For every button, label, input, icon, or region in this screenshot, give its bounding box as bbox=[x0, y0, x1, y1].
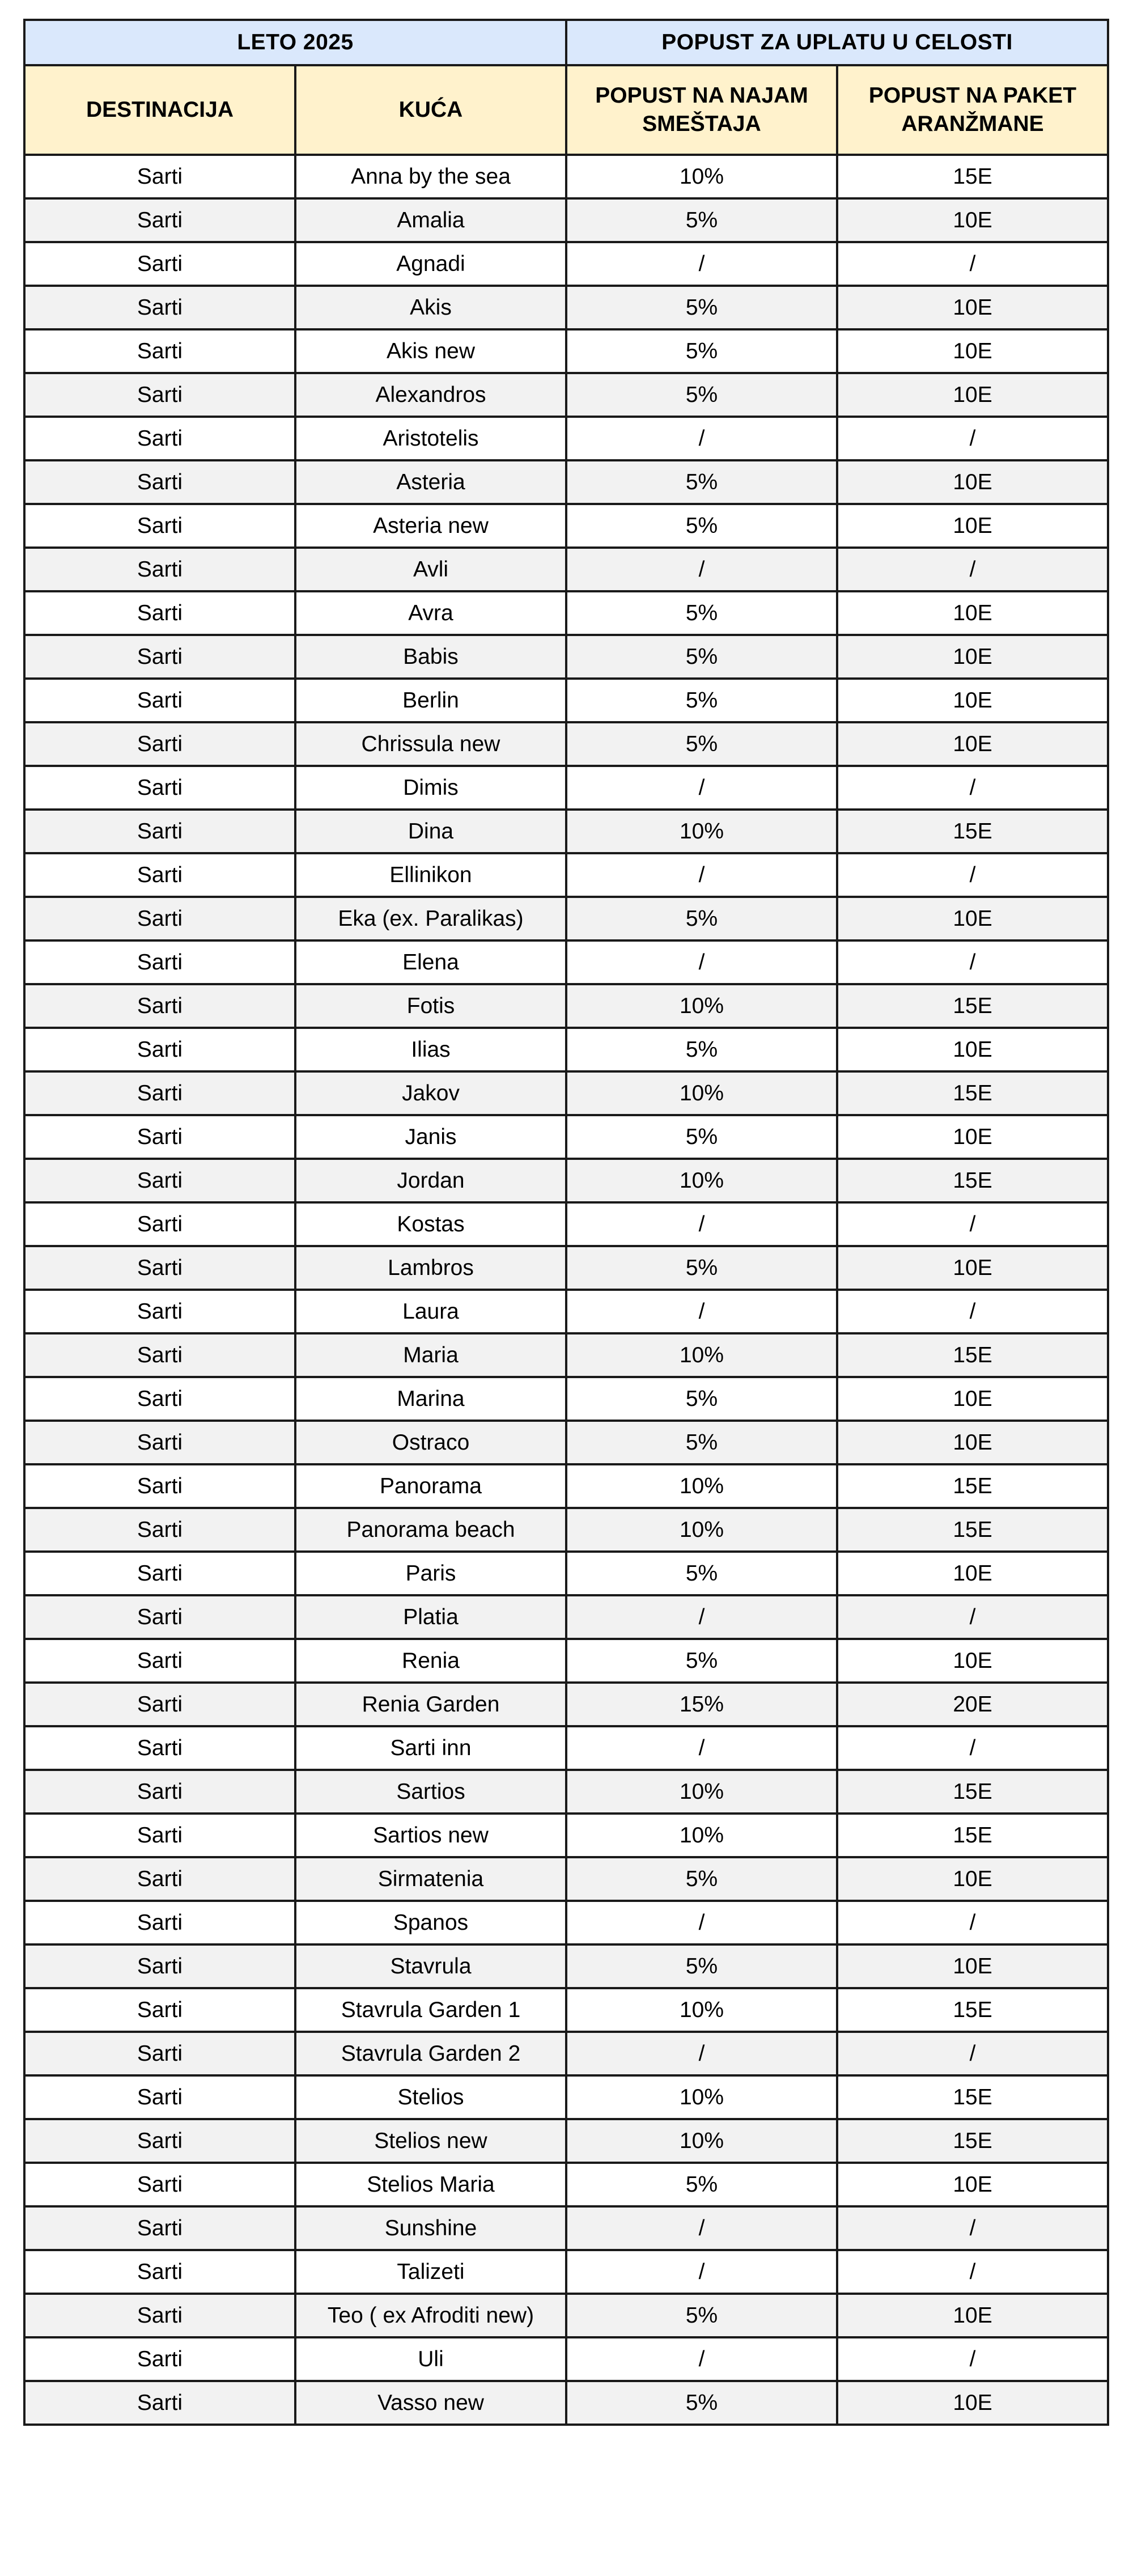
cell-package-discount: / bbox=[837, 1901, 1108, 1944]
table-row bbox=[24, 1770, 1108, 1814]
table-row bbox=[24, 591, 1108, 635]
group-header-row bbox=[24, 20, 1108, 65]
cell-package-discount: 15E bbox=[837, 1333, 1108, 1377]
table-row bbox=[24, 2206, 1108, 2250]
cell-destination: Sarti bbox=[24, 1552, 295, 1595]
cell-package-discount: 10E bbox=[837, 198, 1108, 242]
cell-destination: Sarti bbox=[24, 1508, 295, 1552]
table-row bbox=[24, 1639, 1108, 1683]
cell-package-discount: 10E bbox=[837, 2381, 1108, 2425]
table-row bbox=[24, 2075, 1108, 2119]
cell-accommodation-discount: / bbox=[566, 1726, 837, 1770]
cell-accommodation-discount: 5% bbox=[566, 1857, 837, 1901]
cell-package-discount: 10E bbox=[837, 1246, 1108, 1290]
cell-house: Janis bbox=[295, 1115, 566, 1159]
cell-destination: Sarti bbox=[24, 1595, 295, 1639]
cell-accommodation-discount: / bbox=[566, 417, 837, 460]
table-row bbox=[24, 373, 1108, 417]
cell-accommodation-discount: 10% bbox=[566, 1464, 837, 1508]
cell-house: Renia bbox=[295, 1639, 566, 1683]
cell-house: Dina bbox=[295, 810, 566, 853]
cell-accommodation-discount: / bbox=[566, 1595, 837, 1639]
cell-accommodation-discount: 10% bbox=[566, 1159, 837, 1202]
table-row bbox=[24, 1377, 1108, 1421]
cell-house: Marina bbox=[295, 1377, 566, 1421]
cell-package-discount: 10E bbox=[837, 679, 1108, 722]
cell-destination: Sarti bbox=[24, 2381, 295, 2425]
cell-house: Ostraco bbox=[295, 1421, 566, 1464]
cell-accommodation-discount: / bbox=[566, 766, 837, 810]
column-header-accommodation-discount: POPUST NA NAJAM SMEŠTAJA bbox=[566, 65, 837, 155]
discount-table bbox=[23, 19, 1109, 2426]
cell-destination: Sarti bbox=[24, 417, 295, 460]
cell-package-discount: 10E bbox=[837, 1552, 1108, 1595]
cell-accommodation-discount: 5% bbox=[566, 329, 837, 373]
cell-package-discount: / bbox=[837, 548, 1108, 591]
cell-destination: Sarti bbox=[24, 2119, 295, 2163]
cell-destination: Sarti bbox=[24, 2294, 295, 2337]
table-row bbox=[24, 2250, 1108, 2294]
cell-accommodation-discount: 10% bbox=[566, 155, 837, 198]
cell-destination: Sarti bbox=[24, 1071, 295, 1115]
cell-package-discount: 15E bbox=[837, 1988, 1108, 2032]
cell-package-discount: 10E bbox=[837, 1421, 1108, 1464]
table-row bbox=[24, 1683, 1108, 1726]
cell-destination: Sarti bbox=[24, 1246, 295, 1290]
table-row bbox=[24, 1115, 1108, 1159]
cell-house: Jordan bbox=[295, 1159, 566, 1202]
cell-accommodation-discount: 10% bbox=[566, 984, 837, 1028]
table-row bbox=[24, 1726, 1108, 1770]
table-row bbox=[24, 722, 1108, 766]
table-row bbox=[24, 1071, 1108, 1115]
cell-accommodation-discount: / bbox=[566, 242, 837, 286]
cell-house: Dimis bbox=[295, 766, 566, 810]
cell-accommodation-discount: 10% bbox=[566, 810, 837, 853]
cell-house: Sartios bbox=[295, 1770, 566, 1814]
cell-destination: Sarti bbox=[24, 548, 295, 591]
cell-accommodation-discount: 5% bbox=[566, 198, 837, 242]
cell-package-discount: 10E bbox=[837, 1028, 1108, 1071]
cell-package-discount: / bbox=[837, 853, 1108, 897]
table-row bbox=[24, 1028, 1108, 1071]
cell-house: Teo ( ex Afroditi new) bbox=[295, 2294, 566, 2337]
cell-house: Asteria bbox=[295, 460, 566, 504]
cell-house: Aristotelis bbox=[295, 417, 566, 460]
table-row bbox=[24, 504, 1108, 548]
cell-package-discount: / bbox=[837, 940, 1108, 984]
cell-house: Fotis bbox=[295, 984, 566, 1028]
cell-destination: Sarti bbox=[24, 897, 295, 940]
cell-accommodation-discount: 5% bbox=[566, 897, 837, 940]
cell-destination: Sarti bbox=[24, 984, 295, 1028]
cell-package-discount: 15E bbox=[837, 1159, 1108, 1202]
cell-house: Berlin bbox=[295, 679, 566, 722]
table-row bbox=[24, 2119, 1108, 2163]
cell-destination: Sarti bbox=[24, 810, 295, 853]
cell-house: Laura bbox=[295, 1290, 566, 1333]
cell-accommodation-discount: / bbox=[566, 2337, 837, 2381]
cell-house: Paris bbox=[295, 1552, 566, 1595]
table-row bbox=[24, 155, 1108, 198]
cell-destination: Sarti bbox=[24, 1683, 295, 1726]
table-row bbox=[24, 548, 1108, 591]
cell-package-discount: / bbox=[837, 1202, 1108, 1246]
cell-accommodation-discount: 5% bbox=[566, 2381, 837, 2425]
cell-house: Panorama beach bbox=[295, 1508, 566, 1552]
cell-package-discount: 15E bbox=[837, 1770, 1108, 1814]
cell-destination: Sarti bbox=[24, 1901, 295, 1944]
cell-house: Panorama bbox=[295, 1464, 566, 1508]
cell-house: Talizeti bbox=[295, 2250, 566, 2294]
cell-accommodation-discount: 5% bbox=[566, 1246, 837, 1290]
cell-package-discount: 15E bbox=[837, 1814, 1108, 1857]
cell-destination: Sarti bbox=[24, 1421, 295, 1464]
cell-accommodation-discount: / bbox=[566, 1202, 837, 1246]
cell-accommodation-discount: / bbox=[566, 2032, 837, 2075]
cell-house: Stavrula Garden 1 bbox=[295, 1988, 566, 2032]
cell-accommodation-discount: 10% bbox=[566, 2119, 837, 2163]
cell-package-discount: 10E bbox=[837, 286, 1108, 329]
cell-package-discount: / bbox=[837, 242, 1108, 286]
table-row bbox=[24, 2337, 1108, 2381]
table-row bbox=[24, 460, 1108, 504]
cell-destination: Sarti bbox=[24, 1944, 295, 1988]
cell-destination: Sarti bbox=[24, 1159, 295, 1202]
cell-house: Lambros bbox=[295, 1246, 566, 1290]
table-row bbox=[24, 242, 1108, 286]
cell-house: Amalia bbox=[295, 198, 566, 242]
cell-accommodation-discount: 5% bbox=[566, 460, 837, 504]
table-row bbox=[24, 810, 1108, 853]
cell-package-discount: / bbox=[837, 2250, 1108, 2294]
cell-package-discount: 15E bbox=[837, 155, 1108, 198]
cell-accommodation-discount: / bbox=[566, 1290, 837, 1333]
table-row bbox=[24, 2294, 1108, 2337]
cell-destination: Sarti bbox=[24, 286, 295, 329]
table-row bbox=[24, 1333, 1108, 1377]
cell-accommodation-discount: 5% bbox=[566, 1377, 837, 1421]
cell-package-discount: 10E bbox=[837, 1857, 1108, 1901]
table-row bbox=[24, 1246, 1108, 1290]
cell-accommodation-discount: 10% bbox=[566, 1814, 837, 1857]
cell-destination: Sarti bbox=[24, 1202, 295, 1246]
cell-destination: Sarti bbox=[24, 1333, 295, 1377]
cell-accommodation-discount: / bbox=[566, 2206, 837, 2250]
cell-destination: Sarti bbox=[24, 1028, 295, 1071]
cell-destination: Sarti bbox=[24, 1726, 295, 1770]
table-row bbox=[24, 198, 1108, 242]
cell-house: Elena bbox=[295, 940, 566, 984]
cell-destination: Sarti bbox=[24, 2206, 295, 2250]
cell-package-discount: 10E bbox=[837, 2294, 1108, 2337]
cell-house: Ellinikon bbox=[295, 853, 566, 897]
cell-house: Stavrula Garden 2 bbox=[295, 2032, 566, 2075]
table-row bbox=[24, 897, 1108, 940]
cell-destination: Sarti bbox=[24, 329, 295, 373]
cell-destination: Sarti bbox=[24, 1464, 295, 1508]
cell-destination: Sarti bbox=[24, 722, 295, 766]
cell-package-discount: 15E bbox=[837, 1508, 1108, 1552]
cell-destination: Sarti bbox=[24, 504, 295, 548]
cell-destination: Sarti bbox=[24, 460, 295, 504]
cell-house: Chrissula new bbox=[295, 722, 566, 766]
cell-destination: Sarti bbox=[24, 1290, 295, 1333]
cell-house: Uli bbox=[295, 2337, 566, 2381]
cell-accommodation-discount: 5% bbox=[566, 679, 837, 722]
cell-destination: Sarti bbox=[24, 1770, 295, 1814]
cell-destination: Sarti bbox=[24, 2163, 295, 2206]
cell-accommodation-discount: 5% bbox=[566, 504, 837, 548]
cell-package-discount: 10E bbox=[837, 1944, 1108, 1988]
cell-package-discount: / bbox=[837, 2206, 1108, 2250]
cell-package-discount: 10E bbox=[837, 1639, 1108, 1683]
cell-house: Spanos bbox=[295, 1901, 566, 1944]
cell-house: Avli bbox=[295, 548, 566, 591]
cell-destination: Sarti bbox=[24, 1814, 295, 1857]
cell-package-discount: 10E bbox=[837, 1377, 1108, 1421]
cell-package-discount: 10E bbox=[837, 635, 1108, 679]
table-row bbox=[24, 329, 1108, 373]
column-header-destination: DESTINACIJA bbox=[24, 65, 295, 155]
cell-package-discount: 15E bbox=[837, 984, 1108, 1028]
cell-destination: Sarti bbox=[24, 1857, 295, 1901]
cell-package-discount: 15E bbox=[837, 2119, 1108, 2163]
cell-package-discount: 10E bbox=[837, 373, 1108, 417]
cell-destination: Sarti bbox=[24, 591, 295, 635]
cell-package-discount: / bbox=[837, 417, 1108, 460]
table-row bbox=[24, 984, 1108, 1028]
cell-destination: Sarti bbox=[24, 2032, 295, 2075]
table-row bbox=[24, 766, 1108, 810]
cell-package-discount: 10E bbox=[837, 460, 1108, 504]
cell-accommodation-discount: 10% bbox=[566, 1071, 837, 1115]
cell-house: Sunshine bbox=[295, 2206, 566, 2250]
cell-accommodation-discount: 10% bbox=[566, 1333, 837, 1377]
cell-destination: Sarti bbox=[24, 155, 295, 198]
cell-destination: Sarti bbox=[24, 853, 295, 897]
cell-house: Anna by the sea bbox=[295, 155, 566, 198]
cell-destination: Sarti bbox=[24, 1639, 295, 1683]
table-row bbox=[24, 286, 1108, 329]
cell-accommodation-discount: 10% bbox=[566, 1508, 837, 1552]
cell-house: Avra bbox=[295, 591, 566, 635]
column-header-row bbox=[24, 65, 1108, 155]
cell-house: Sartios new bbox=[295, 1814, 566, 1857]
cell-accommodation-discount: 10% bbox=[566, 1770, 837, 1814]
cell-house: Platia bbox=[295, 1595, 566, 1639]
cell-destination: Sarti bbox=[24, 635, 295, 679]
full-payment-discount-header: POPUST ZA UPLATU U CELOSTI bbox=[566, 20, 1108, 65]
cell-destination: Sarti bbox=[24, 679, 295, 722]
cell-package-discount: / bbox=[837, 766, 1108, 810]
cell-house: Stelios new bbox=[295, 2119, 566, 2163]
cell-package-discount: / bbox=[837, 2337, 1108, 2381]
cell-house: Akis bbox=[295, 286, 566, 329]
cell-house: Sirmatenia bbox=[295, 1857, 566, 1901]
cell-accommodation-discount: 5% bbox=[566, 2163, 837, 2206]
table-row bbox=[24, 1814, 1108, 1857]
cell-house: Stelios bbox=[295, 2075, 566, 2119]
table-row bbox=[24, 2163, 1108, 2206]
table-row bbox=[24, 1857, 1108, 1901]
cell-house: Agnadi bbox=[295, 242, 566, 286]
cell-accommodation-discount: 5% bbox=[566, 1639, 837, 1683]
cell-destination: Sarti bbox=[24, 242, 295, 286]
table-row bbox=[24, 2032, 1108, 2075]
cell-accommodation-discount: 5% bbox=[566, 1028, 837, 1071]
table-row bbox=[24, 2381, 1108, 2425]
cell-destination: Sarti bbox=[24, 2075, 295, 2119]
cell-package-discount: 15E bbox=[837, 810, 1108, 853]
table-row bbox=[24, 635, 1108, 679]
cell-package-discount: 10E bbox=[837, 329, 1108, 373]
cell-house: Renia Garden bbox=[295, 1683, 566, 1726]
cell-destination: Sarti bbox=[24, 1377, 295, 1421]
table-row bbox=[24, 1508, 1108, 1552]
cell-package-discount: 10E bbox=[837, 2163, 1108, 2206]
cell-house: Stavrula bbox=[295, 1944, 566, 1988]
cell-accommodation-discount: 5% bbox=[566, 286, 837, 329]
cell-house: Kostas bbox=[295, 1202, 566, 1246]
cell-package-discount: / bbox=[837, 1726, 1108, 1770]
cell-package-discount: 10E bbox=[837, 1115, 1108, 1159]
cell-package-discount: 15E bbox=[837, 1464, 1108, 1508]
table-row bbox=[24, 1595, 1108, 1639]
cell-package-discount: 10E bbox=[837, 591, 1108, 635]
cell-package-discount: / bbox=[837, 1290, 1108, 1333]
cell-accommodation-discount: 5% bbox=[566, 1115, 837, 1159]
cell-house: Alexandros bbox=[295, 373, 566, 417]
cell-accommodation-discount: 5% bbox=[566, 1421, 837, 1464]
cell-accommodation-discount: 10% bbox=[566, 2075, 837, 2119]
cell-package-discount: / bbox=[837, 2032, 1108, 2075]
cell-destination: Sarti bbox=[24, 766, 295, 810]
cell-accommodation-discount: / bbox=[566, 548, 837, 591]
table-row bbox=[24, 1159, 1108, 1202]
table-row bbox=[24, 1290, 1108, 1333]
cell-house: Stelios Maria bbox=[295, 2163, 566, 2206]
cell-accommodation-discount: 5% bbox=[566, 635, 837, 679]
cell-accommodation-discount: / bbox=[566, 2250, 837, 2294]
cell-accommodation-discount: / bbox=[566, 1901, 837, 1944]
table-row bbox=[24, 679, 1108, 722]
table-row bbox=[24, 940, 1108, 984]
table-row bbox=[24, 853, 1108, 897]
cell-accommodation-discount: / bbox=[566, 853, 837, 897]
cell-package-discount: 10E bbox=[837, 897, 1108, 940]
cell-package-discount: / bbox=[837, 1595, 1108, 1639]
cell-package-discount: 20E bbox=[837, 1683, 1108, 1726]
cell-house: Jakov bbox=[295, 1071, 566, 1115]
cell-accommodation-discount: 10% bbox=[566, 1988, 837, 2032]
cell-package-discount: 10E bbox=[837, 722, 1108, 766]
column-header-package-discount: POPUST NA PAKET ARANŽMANE bbox=[837, 65, 1108, 155]
cell-house: Akis new bbox=[295, 329, 566, 373]
cell-package-discount: 15E bbox=[837, 1071, 1108, 1115]
table-row bbox=[24, 1944, 1108, 1988]
cell-package-discount: 10E bbox=[837, 504, 1108, 548]
cell-house: Babis bbox=[295, 635, 566, 679]
cell-accommodation-discount: 5% bbox=[566, 1552, 837, 1595]
cell-house: Asteria new bbox=[295, 504, 566, 548]
cell-accommodation-discount: 15% bbox=[566, 1683, 837, 1726]
cell-destination: Sarti bbox=[24, 373, 295, 417]
table-row bbox=[24, 1988, 1108, 2032]
cell-accommodation-discount: 5% bbox=[566, 591, 837, 635]
cell-destination: Sarti bbox=[24, 1988, 295, 2032]
table-row bbox=[24, 417, 1108, 460]
table-body bbox=[24, 155, 1108, 2425]
cell-house: Eka (ex. Paralikas) bbox=[295, 897, 566, 940]
cell-destination: Sarti bbox=[24, 2337, 295, 2381]
cell-accommodation-discount: 5% bbox=[566, 722, 837, 766]
cell-destination: Sarti bbox=[24, 1115, 295, 1159]
cell-accommodation-discount: 5% bbox=[566, 373, 837, 417]
cell-destination: Sarti bbox=[24, 2250, 295, 2294]
cell-house: Vasso new bbox=[295, 2381, 566, 2425]
cell-house: Maria bbox=[295, 1333, 566, 1377]
table-row bbox=[24, 1552, 1108, 1595]
cell-accommodation-discount: 5% bbox=[566, 1944, 837, 1988]
table-row bbox=[24, 1464, 1108, 1508]
cell-house: Sarti inn bbox=[295, 1726, 566, 1770]
cell-destination: Sarti bbox=[24, 940, 295, 984]
season-header: LETO 2025 bbox=[24, 20, 566, 65]
table-row bbox=[24, 1421, 1108, 1464]
cell-package-discount: 15E bbox=[837, 2075, 1108, 2119]
table-row bbox=[24, 1202, 1108, 1246]
cell-accommodation-discount: 5% bbox=[566, 2294, 837, 2337]
cell-house: Ilias bbox=[295, 1028, 566, 1071]
cell-accommodation-discount: / bbox=[566, 940, 837, 984]
cell-destination: Sarti bbox=[24, 198, 295, 242]
column-header-house: KUĆA bbox=[295, 65, 566, 155]
table-row bbox=[24, 1901, 1108, 1944]
